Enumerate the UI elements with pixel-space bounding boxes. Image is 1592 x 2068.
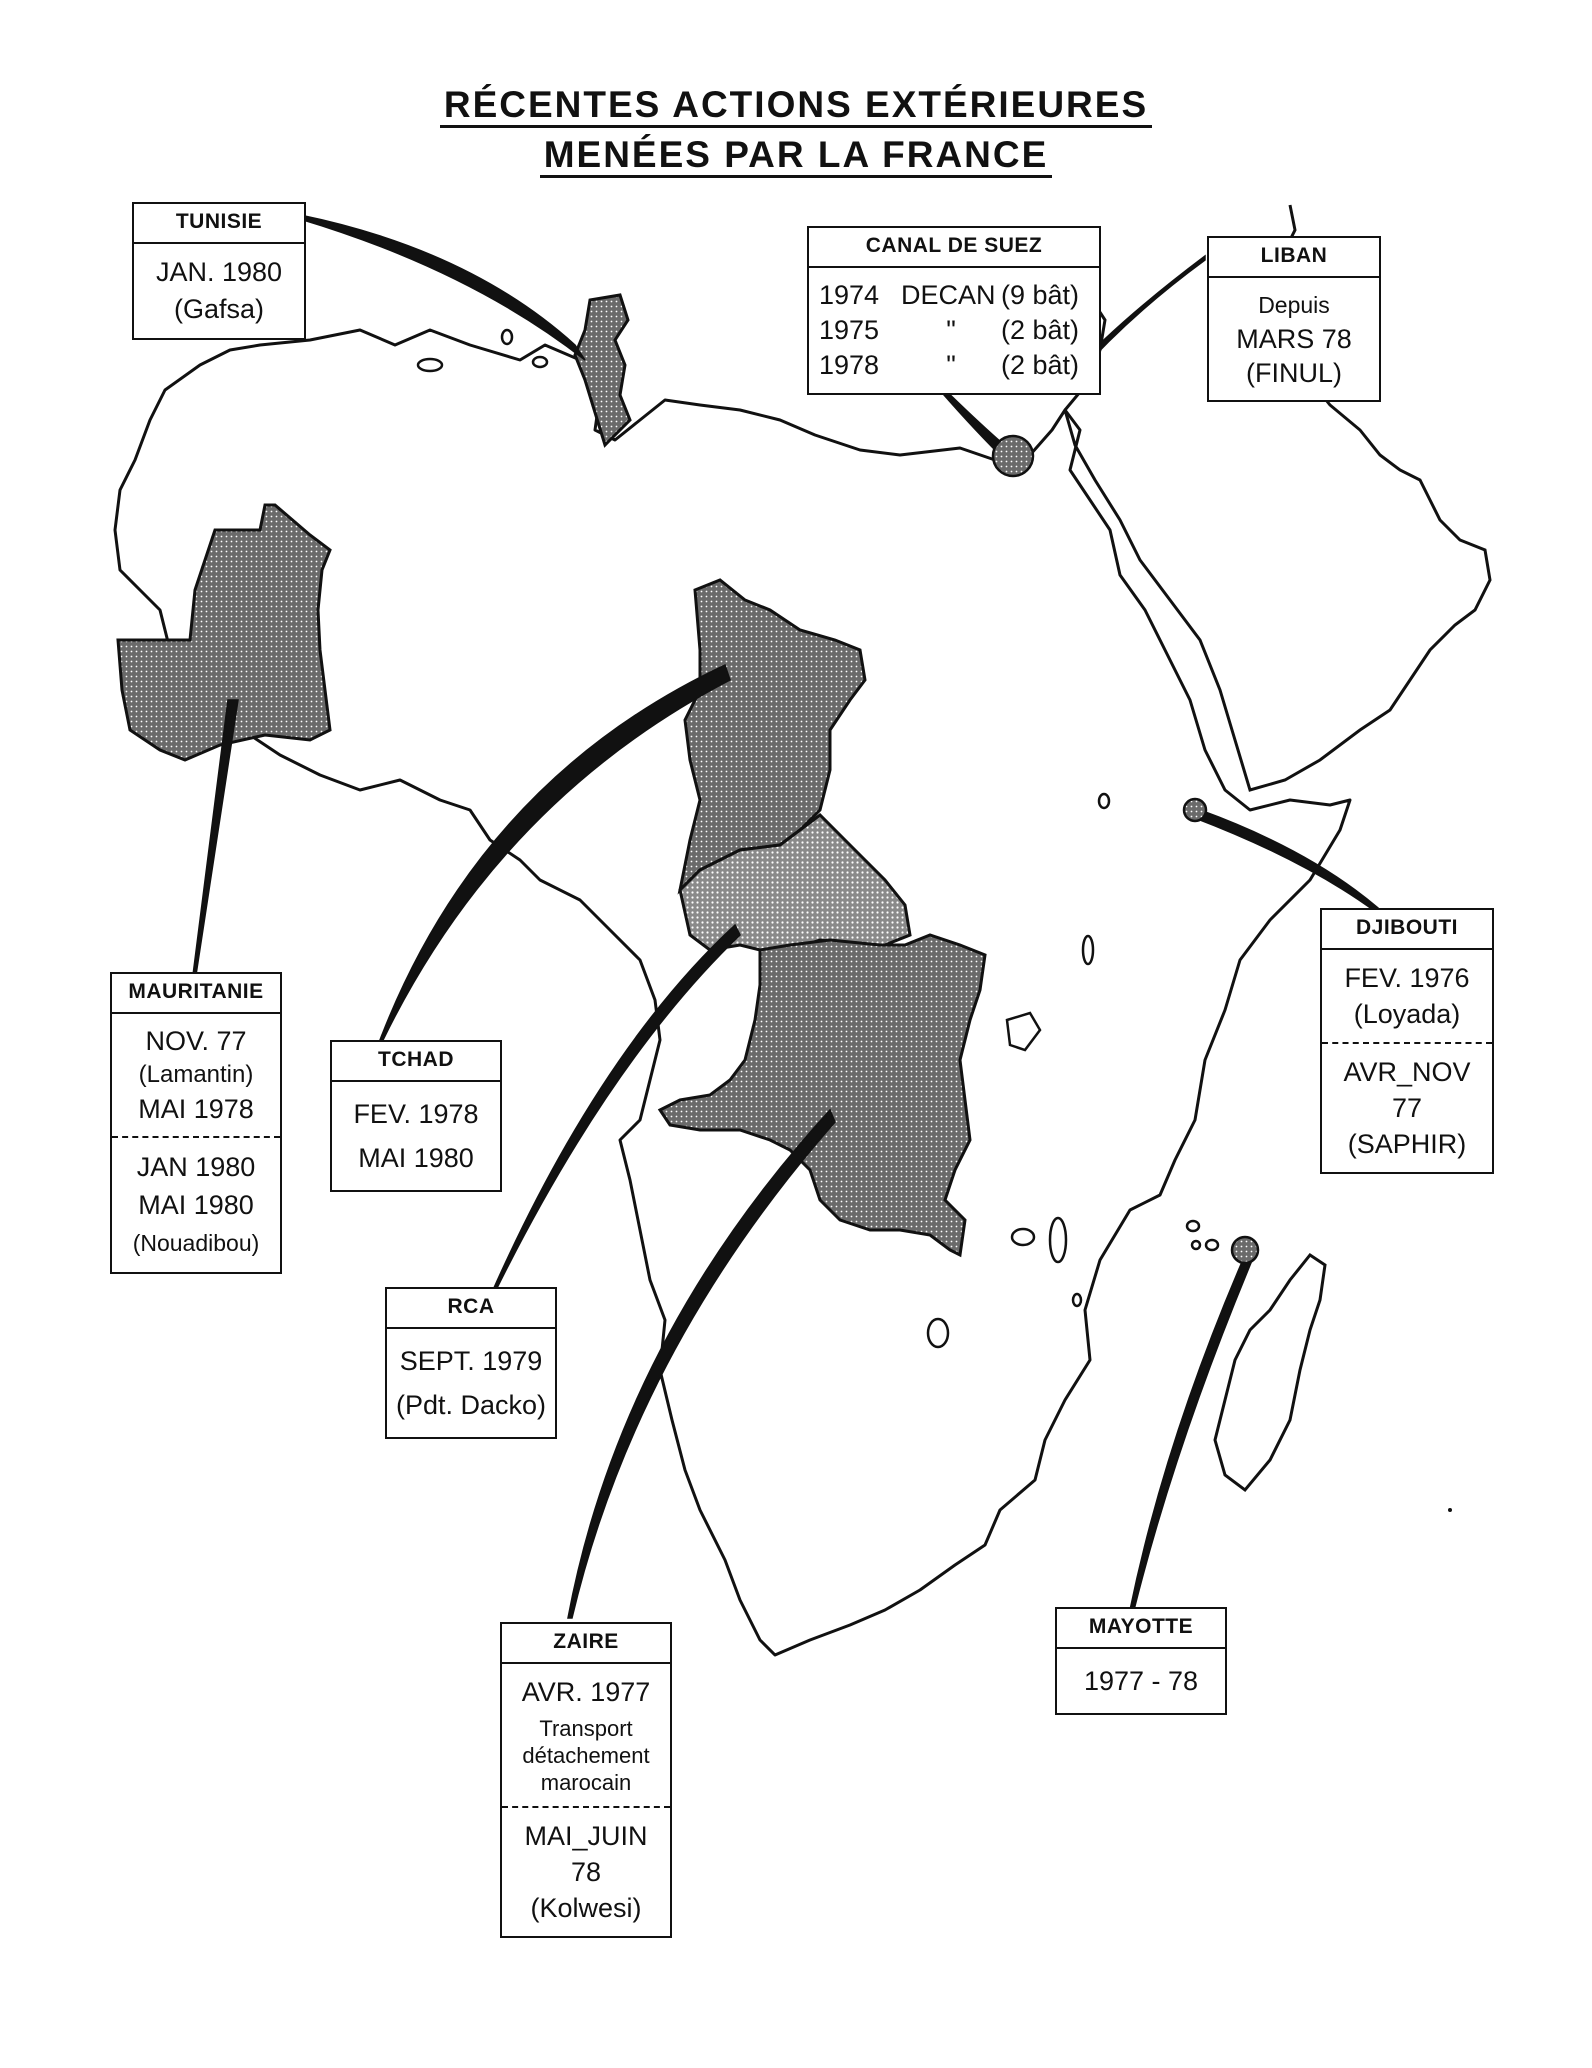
mauritanie-label: MAURITANIE — [112, 974, 280, 1014]
liban-since: Depuis — [1258, 292, 1330, 318]
tchad-label: TCHAD — [332, 1042, 500, 1082]
zaire-note-2: détachement — [522, 1743, 650, 1768]
mauritanie-place: (Nouadibou) — [132, 1230, 260, 1256]
tchad-box — [330, 1040, 502, 1192]
liban-box — [1207, 236, 1381, 402]
liban-date: MARS 78 — [1236, 324, 1352, 354]
map-title-line2: MENÉES PAR LA FRANCE — [0, 134, 1592, 176]
djibouti-op-2: (SAPHIR) — [1347, 1129, 1467, 1159]
mauritanie-date-1: NOV. 77 — [145, 1026, 247, 1056]
mayotte-box — [1055, 1607, 1227, 1715]
djibouti-label: DJIBOUTI — [1322, 910, 1492, 950]
tunisie-date: JAN. 1980 — [155, 257, 283, 287]
rca-label: RCA — [387, 1289, 555, 1329]
rca-box — [385, 1287, 557, 1439]
tunisie-label: TUNISIE — [134, 204, 304, 244]
djibouti-box — [1320, 908, 1494, 1174]
mayotte-date: 1977 - 78 — [1083, 1666, 1199, 1696]
djibouti-date-1: FEV. 1976 — [1344, 963, 1470, 993]
mauritanie-box — [110, 972, 282, 1274]
zaire-box — [500, 1622, 672, 1938]
suez-row: 1978 " (2 bât) — [819, 350, 1080, 380]
mauritanie-op-1: (Lamantin) — [138, 1061, 254, 1088]
suez-box — [807, 226, 1101, 395]
tunisie-box — [132, 202, 306, 340]
suez-label: CANAL DE SUEZ — [809, 228, 1099, 268]
action-markers — [993, 368, 1258, 1263]
liban-label: LIBAN — [1209, 238, 1379, 278]
zaire-shape — [660, 935, 985, 1255]
mauritanie-date-3: JAN 1980 — [136, 1152, 256, 1182]
tunisie-place: (Gafsa) — [173, 294, 265, 324]
mauritania-shape — [118, 505, 330, 760]
rca-op: (Pdt. Dacko) — [395, 1390, 547, 1420]
djibouti-op-1: (Loyada) — [1353, 999, 1461, 1029]
suez-row: 1974 DECAN (9 bât) — [819, 280, 1080, 310]
tchad-date-2: MAI 1980 — [358, 1143, 474, 1173]
zaire-label: ZAIRE — [502, 1624, 670, 1664]
zaire-place: (Kolwesi) — [530, 1893, 642, 1923]
zaire-note-1: Transport — [539, 1716, 633, 1741]
zaire-date-2: MAI_JUIN 78 — [524, 1821, 648, 1887]
mauritanie-date-4: MAI 1980 — [138, 1190, 254, 1220]
map-title-line1: RÉCENTES ACTIONS EXTÉRIEURES — [0, 84, 1592, 126]
suez-row: 1975 " (2 bât) — [819, 315, 1080, 345]
djibouti-date-2: AVR_NOV 77 — [1343, 1057, 1471, 1123]
mayotte-label: MAYOTTE — [1057, 1609, 1225, 1649]
tunisia-shape — [575, 295, 630, 445]
mauritanie-date-2: MAI 1978 — [138, 1094, 254, 1124]
tchad-date-1: FEV. 1978 — [353, 1099, 479, 1129]
liban-op: (FINUL) — [1246, 358, 1342, 388]
zaire-note-3: marocain — [540, 1770, 632, 1795]
rca-date: SEPT. 1979 — [399, 1346, 543, 1376]
zaire-date-1: AVR. 1977 — [521, 1677, 651, 1707]
